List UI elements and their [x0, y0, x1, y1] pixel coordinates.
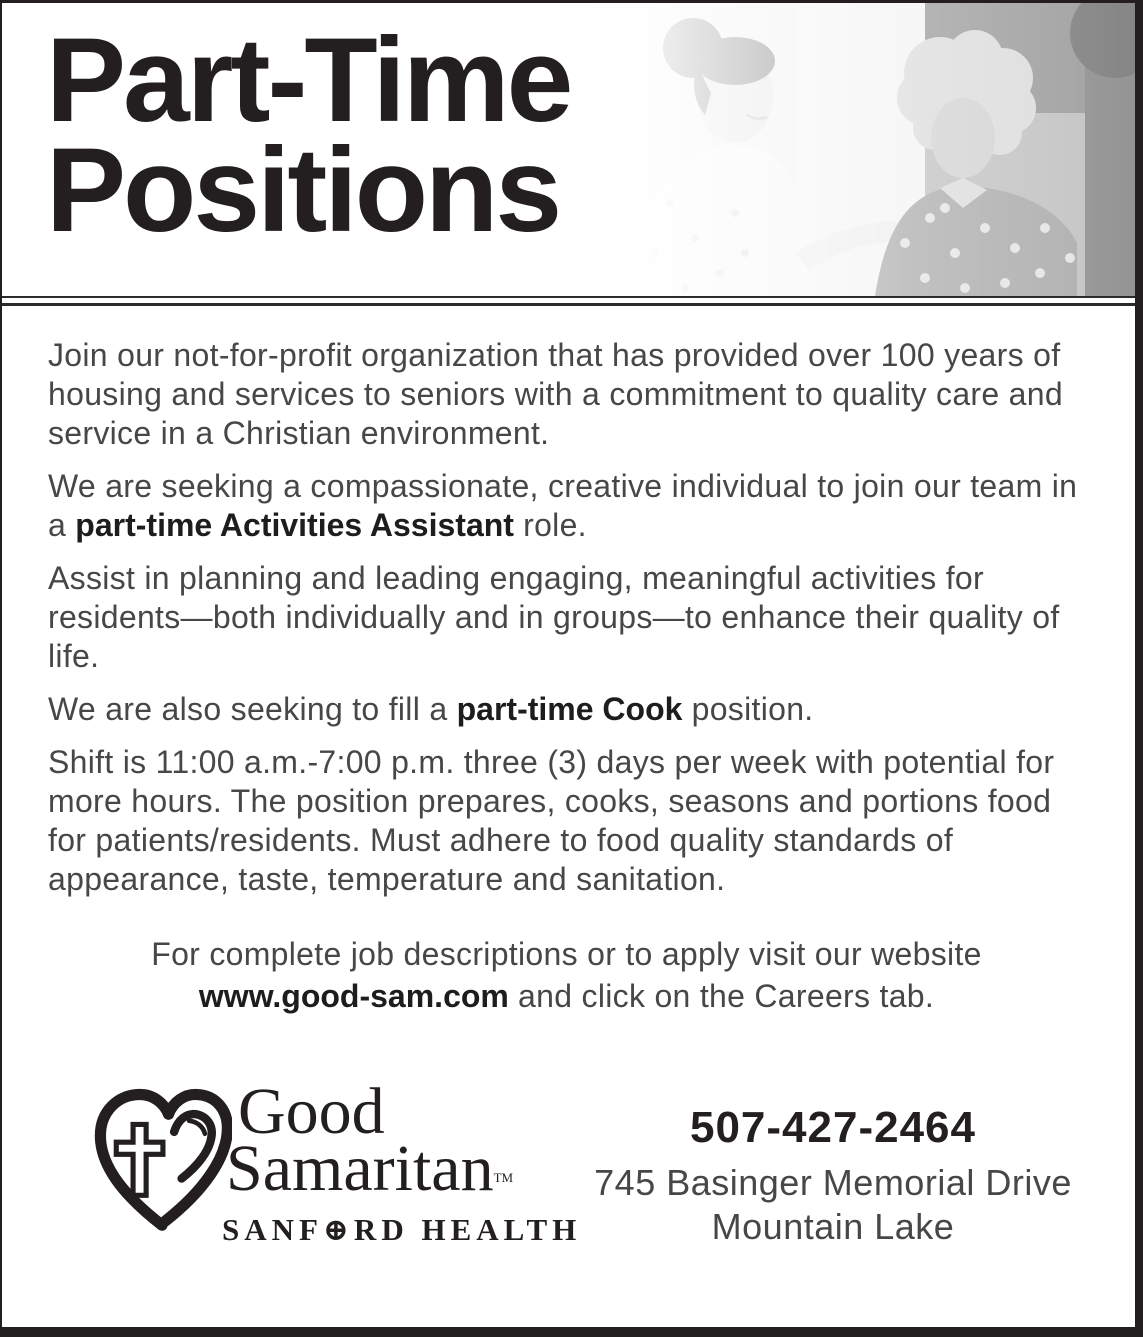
- caregiver-elderly-photo: [495, 3, 1135, 296]
- page-title: [46, 13, 571, 257]
- header: [2, 3, 1135, 298]
- paragraph-shift-details: [48, 743, 1085, 899]
- logo-line-samaritan: [226, 1132, 581, 1206]
- title-line-2: Positions: [46, 123, 560, 257]
- paragraph-cook-post: position.: [682, 691, 814, 727]
- good-samaritan-logo: [92, 1071, 581, 1249]
- phone-number: 507-427-2464: [689, 1103, 976, 1152]
- paragraph-assist-duties: [48, 559, 1085, 676]
- trademark-symbol: TM: [493, 1170, 514, 1185]
- paragraph-activities-pre: We are seeking a compassionate, creative individual to join our team in a: [48, 468, 1078, 543]
- heart-cross-icon: [92, 1079, 232, 1237]
- apply-instructions-suffix: and click on the Careers tab.: [508, 978, 935, 1014]
- paragraph-assist-text: Assist in planning and leading engaging, meaningful activities for residents—both individually and in groups—to enhance their quality of life.: [48, 560, 1060, 674]
- apply-instructions-line1: For complete job descriptions or to apply visit our website: [151, 936, 982, 972]
- city-name: Mountain Lake: [711, 1206, 955, 1247]
- logo-line-good: Good: [238, 1075, 385, 1148]
- cook-role: part-time Cook: [456, 691, 683, 727]
- footer: [2, 1071, 1135, 1249]
- contact-info: [583, 1071, 1083, 1249]
- paragraph-activities-assistant: [48, 467, 1085, 545]
- title-line-1: Part-Time: [46, 13, 571, 147]
- paragraph-intro-text: Join our not-for-profit organization that has provided over 100 years of housing and services to seniors with a commitment to quality care and service in a Christian environment.: [48, 337, 1063, 451]
- logo-samaritan-text: Samaritan: [226, 1132, 494, 1205]
- paragraph-cook-pre: We are also seeking to fill a: [48, 691, 457, 727]
- paragraph-cook: [48, 690, 1085, 729]
- paragraph-shift-text: Shift is 11:00 a.m.-7:00 p.m. three (3) days per week with potential for more hours. The position prepares, cooks, seasons and portions food for patients/residents. Must adhere to food quality standards of appearance, taste, temperature and sanitation.: [48, 744, 1055, 897]
- website-url: www.good-sam.com: [198, 978, 509, 1014]
- logo-wordmark: [222, 1071, 582, 1249]
- paragraph-intro: [48, 336, 1085, 453]
- activities-assistant-role: part-time Activities Assistant: [75, 507, 514, 543]
- sanford-health-tagline: SANF⊕RD HEALTH: [222, 1212, 582, 1247]
- paragraph-activities-post: role.: [513, 507, 587, 543]
- street-address: 745 Basinger Memorial Drive: [594, 1162, 1072, 1203]
- apply-instructions: [48, 933, 1085, 1017]
- body-copy: [2, 306, 1135, 1017]
